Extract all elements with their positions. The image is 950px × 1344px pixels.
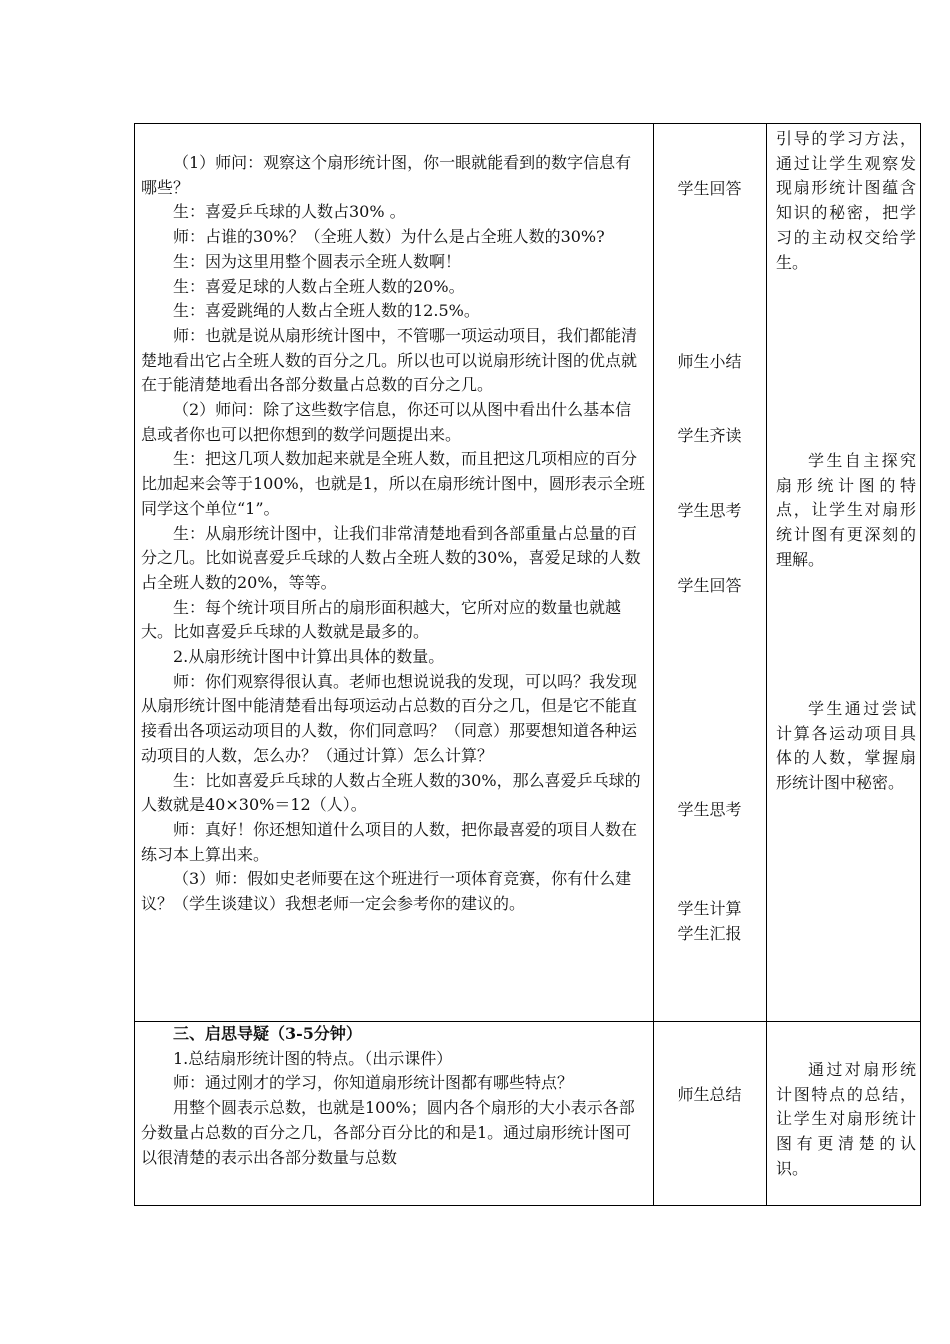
paragraph: （1）师问：观察这个扇形统计图，你一眼就能看到的数字信息有哪些？ [141,153,632,197]
paragraph: 生：每个统计项目所占的扇形面积越大，它所对应的数量也就越大。比如喜爱乒乓球的人数就是最多的。 [141,597,622,642]
design-note: 引导的学习方法，通过让学生观察发现扇形统计图蕴含知识的秘密，把学习的主动权交给学生。 [776,129,916,272]
lesson-table [134,123,921,1206]
paragraph: 生：喜爱足球的人数占全班人数的20%。 [173,276,465,296]
activity-label: 师生小结 [677,352,742,371]
activity-label: 学生回答 [677,576,742,595]
paragraph: 师：通过刚才的学习，你知道扇形统计图都有哪些特点？ [173,1073,574,1093]
table-row [135,1021,920,1205]
activity-label: 学生计算 [677,899,742,918]
paragraph: 生：喜爱跳绳的人数占全班人数的12.5%。 [173,301,480,321]
paragraph: 1.总结扇形统计图的特点。（出示课件） [173,1048,453,1068]
student-activity-column [653,124,766,1021]
design-note: 通过对扇形统计图特点的总结，让学生对扇形统计图有更清楚的认识。 [776,1060,916,1178]
activity-label: 学生齐读 [677,426,742,445]
activity-label: 学生思考 [677,501,742,520]
paragraph: 生：比如喜爱乒乓球的人数占全班人数的30%，那么喜爱乒乓球的人数就是40×30%＝12（人）。 [141,770,641,815]
activity-label: 师生总结 [677,1085,742,1104]
paragraph: 2.从扇形统计图中计算出具体的数量。 [173,647,445,667]
section-heading: 三、启思导疑（3-5分钟） [173,1024,362,1043]
paragraph: 师：也就是说从扇形统计图中，不管哪一项运动项目，我们都能清楚地看出它占全班人数的百分之几。所以也可以说扇形统计图的优点就在于能清楚地看出各部分数量占总数的百分之几。 [141,325,638,395]
paragraph: 生：把这几项人数加起来就是全班人数，而且把这几项相应的百分比加起来会等于100%，也就是1，所以在扇形统计图中，圆形表示全班同学这个单位“1”。 [141,449,645,518]
column-divider [766,1022,767,1205]
activity-label: 学生回答 [677,179,742,198]
teaching-content [141,1022,645,1170]
table-row [135,124,920,1021]
activity-label: 学生思考 [677,800,742,819]
paragraph: 生：喜爱乒乓球的人数占30% 。 [173,202,406,222]
activity-label: 学生汇报 [677,924,742,943]
design-intent-column [776,1022,916,1207]
column-divider [766,124,767,1021]
design-note: 学生自主探究扇形统计图的特点，让学生对扇形统计图有更深刻的理解。 [776,451,916,569]
paragraph: 师：真好！你还想知道什么项目的人数，把你最喜爱的项目人数在练习本上算出来。 [141,819,638,864]
paragraph: （2）师问：除了这些数字信息，你还可以从图中看出什么基本信息或者你也可以把你想到的数学问题提出来。 [141,400,632,444]
paragraph: 师：占谁的30%？（全班人数）为什么是占全班人数的30%? [173,227,605,247]
student-activity-column [653,1022,766,1207]
paragraph: 师：你们观察得很认真。老师也想说说我的发现，可以吗？我发现从扇形统计图中能清楚看出每项运动占总数的百分之几，但是它不能直接看出各项运动项目的人数，你们同意吗？（同意）那要想知道各种运动项目的人数，怎么办？（通过计算）怎么计算？ [141,671,638,765]
paragraph: 生：从扇形统计图中，让我们非常清楚地看到各部重量占总量的百分之几。比如说喜爱乒乓球的人数占全班人数的30%，喜爱足球的人数占全班人数的20%，等等。 [141,523,641,592]
paragraph: 生：因为这里用整个圆表示全班人数啊！ [173,251,462,271]
design-note: 学生通过尝试计算各运动项目具体的人数，掌握扇形统计图中秘密。 [776,699,916,793]
paragraph: 用整个圆表示总数，也就是100%；圆内各个扇形的大小表示各部分数量占总数的百分之几，各部分百分比的和是1。通过扇形统计图可以很清楚的表示出各部分数量与总数 [141,1098,635,1167]
design-intent-column [776,124,916,1021]
paragraph: （3）师：假如史老师要在这个班进行一项体育竞赛，你有什么建议？（学生谈建议）我想老师一定会参考你的建议的。 [141,869,632,914]
teaching-content [141,151,645,917]
